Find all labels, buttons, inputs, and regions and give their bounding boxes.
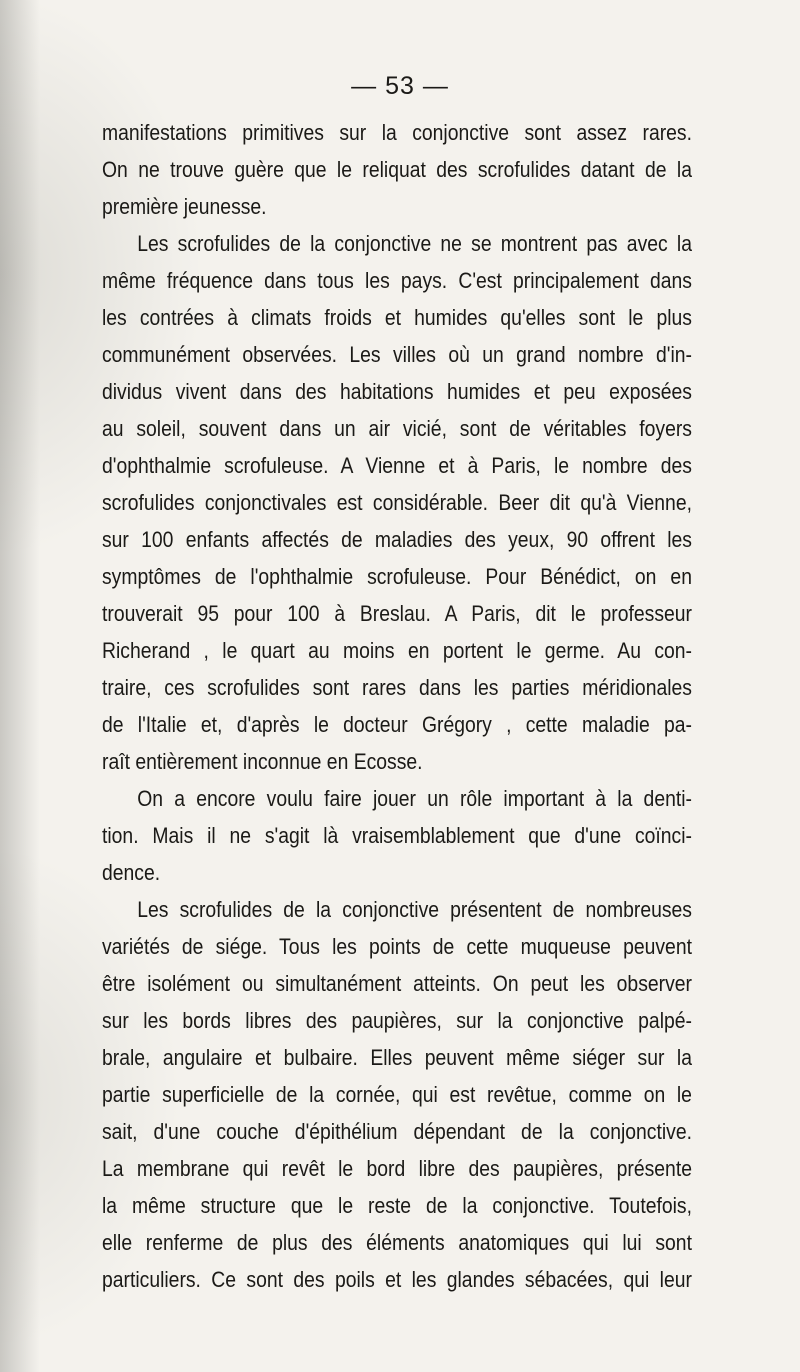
text-line: symptômes de l'ophthalmie scrofuleuse. Pour Bénédict, on en (102, 564, 692, 589)
text-line: sur les bords libres des paupières, sur la conjonctive palpé- (102, 1008, 692, 1033)
text-line: communément observées. Les villes où un grand nombre d'in- (102, 342, 692, 367)
binding-shadow (0, 0, 40, 1372)
text-line: dividus vivent dans des habitations humides et peu exposées (102, 379, 692, 404)
text-line: manifestations primitives sur la conjonctive sont assez rares. (102, 120, 692, 145)
text-line: sur 100 enfants affectés de maladies des yeux, 90 offrent les (102, 527, 692, 552)
text-line: les contrées à climats froids et humides qu'elles sont le plus (102, 305, 692, 330)
text-line: tion. Mais il ne s'agit là vraisemblablement que d'une coïnci- (102, 823, 692, 848)
text-line: trouverait 95 pour 100 à Breslau. A Paris, dit le professeur (102, 601, 692, 626)
text-line: On ne trouve guère que le reliquat des scrofulides datant de la (102, 157, 692, 182)
text-line: au soleil, souvent dans un air vicié, sont de véritables foyers (102, 416, 692, 441)
text-line: La membrane qui revêt le bord libre des paupières, présente (102, 1156, 692, 1181)
text-line: scrofulides conjonctivales est considérable. Beer dit qu'à Vienne, (102, 490, 692, 515)
text-line: dence. (102, 860, 161, 885)
text-line: sait, d'une couche d'épithélium dépendant de la conjonctive. (102, 1119, 692, 1144)
text-line: particuliers. Ce sont des poils et les glandes sébacées, qui leur (102, 1267, 692, 1292)
text-line: première jeunesse. (102, 194, 267, 219)
text-line: Les scrofulides de la conjonctive présentent de nombreuses (137, 897, 692, 922)
text-line: être isolément ou simultanément atteints. On peut les observer (102, 971, 692, 996)
text-line: traire, ces scrofulides sont rares dans les parties méridionales (102, 675, 692, 700)
text-line: d'ophthalmie scrofuleuse. A Vienne et à Paris, le nombre des (102, 453, 692, 478)
text-line: Richerand , le quart au moins en portent le germe. Au con- (102, 638, 692, 663)
text-line: variétés de siége. Tous les points de cette muqueuse peuvent (102, 934, 692, 959)
text-line: elle renferme de plus des éléments anatomiques qui lui sont (102, 1230, 692, 1255)
text-line: On a encore voulu faire jouer un rôle important à la denti- (137, 786, 692, 811)
text-line: la même structure que le reste de la conjonctive. Toutefois, (102, 1193, 692, 1218)
text-line: Les scrofulides de la conjonctive ne se montrent pas avec la (137, 231, 692, 256)
text-line: partie superficielle de la cornée, qui est revêtue, comme on le (102, 1082, 692, 1107)
text-line: raît entièrement inconnue en Ecosse. (102, 749, 423, 774)
page-number: — 53 — (351, 72, 449, 100)
text-line: de l'Italie et, d'après le docteur Grégory , cette maladie pa- (102, 712, 692, 737)
body-text (102, 114, 692, 1298)
text-line: même fréquence dans tous les pays. C'est principalement dans (102, 268, 692, 293)
text-line: brale, angulaire et bulbaire. Elles peuvent même siéger sur la (102, 1045, 692, 1070)
